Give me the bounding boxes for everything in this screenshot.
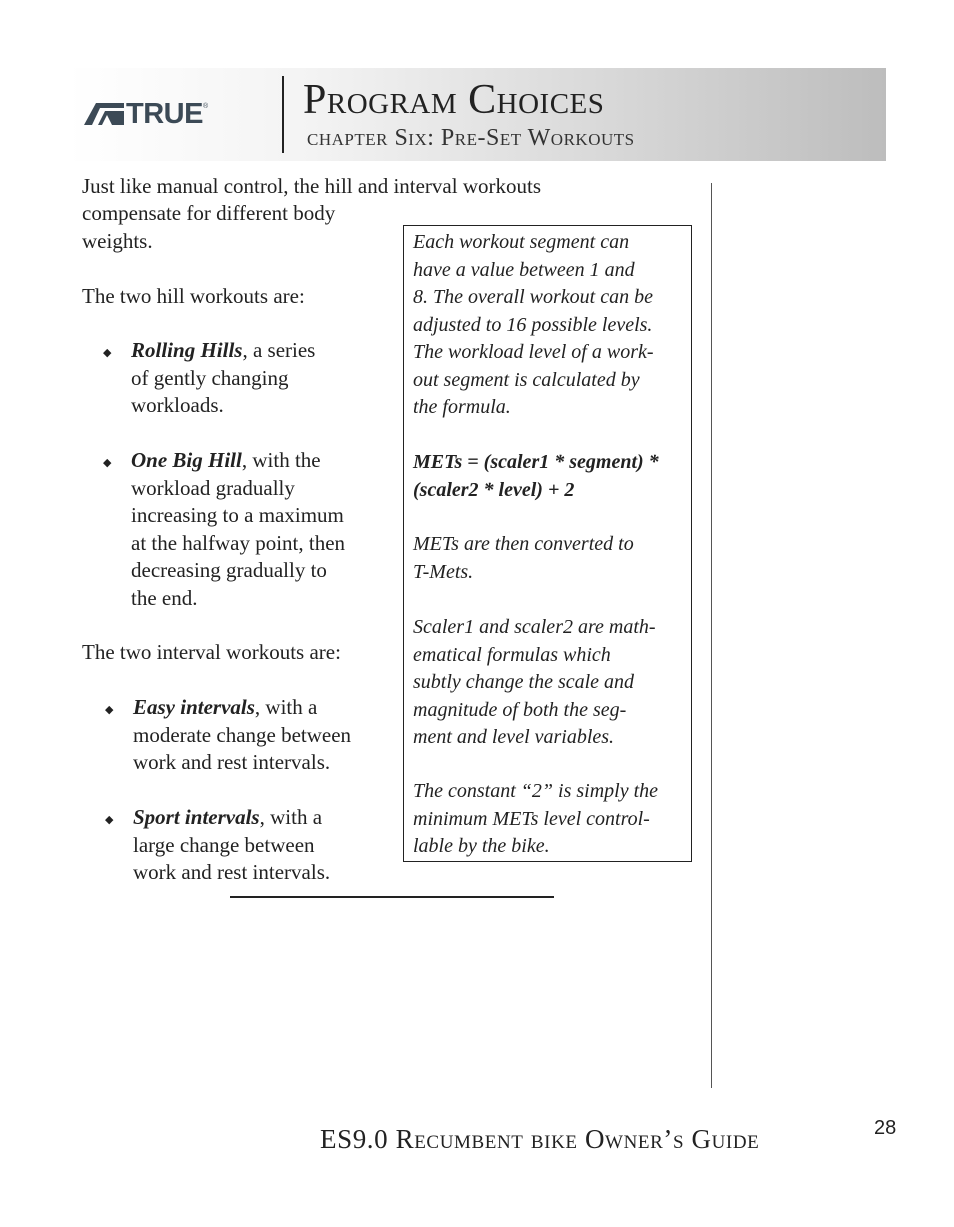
sidebar-paragraph-1: Each workout segment can have a value between 1 and 8. The overall workout can be adjusted to 16 possible levels. The workload level of a work- out segment is calculated by the formula. [413,231,654,418]
sidebar-paragraph-2: METs are then converted to T-Mets. [413,533,634,583]
logo-text: TRUE [126,98,203,130]
page-title: Program Choices [303,77,605,123]
diamond-bullet-icon: ◆ [103,456,112,469]
diamond-bullet-icon: ◆ [103,346,112,359]
workout-name: One Big Hill [131,448,242,472]
workout-name: Rolling Hills [131,338,243,362]
list-item-line: the end. [131,585,198,610]
sidebar-paragraph-4: The constant “2” is simply the minimum METs level control- lable by the bike. [413,780,659,857]
list-item-line: workloads. [131,393,224,417]
intro-line-3: weights. [82,229,153,253]
header-divider [282,76,284,153]
list-item-line: work and rest intervals. [133,750,331,774]
page-number: 28 [874,1117,897,1139]
list-item-line: moderate change between [133,722,352,747]
list-item-line: work and rest intervals. [133,860,331,884]
list-item-line: large change between [133,832,315,857]
list-item-line: increasing to a maximum [131,503,344,527]
intro-line-1: Just like manual control, the hill and interval workouts [82,174,541,198]
section-end-rule [230,896,554,898]
intro-line-2: compensate for different body [82,201,336,225]
list-item-line: Sport intervals, with a [133,805,323,829]
footer-guide-title: ES9.0 Recumbent bike Owner’s Guide [320,1124,760,1154]
workout-name: Easy intervals [133,695,255,719]
sidebar-paragraph-3: Scaler1 and scaler2 are math- ematical formulas which subtly change the scale and magnitude of both the seg- ment and level variables. [413,616,656,748]
list-item-line: decreasing gradually to [131,558,327,582]
list-item-line: Easy intervals, with a [133,695,318,719]
list-item-line: One Big Hill, with the [131,448,321,472]
true-logo-icon [84,103,124,125]
list-item-line: workload gradually [131,475,295,500]
hills-heading: The two hill workouts are: [82,284,305,308]
chapter-subtitle: chapter Six: Pre-Set Workouts [307,125,635,151]
list-item-line: Rolling Hills, a series [131,338,316,362]
intervals-heading: The two interval workouts are: [82,640,341,664]
margin-vertical-rule [711,183,712,1088]
workout-name: Sport intervals [133,805,260,829]
diamond-bullet-icon: ◆ [105,703,114,716]
list-item-line: at the halfway point, then [131,530,346,555]
diamond-bullet-icon: ◆ [105,813,114,826]
true-logo [84,98,209,130]
mets-formula: METs = (scaler1 * segment) * (scaler2 * level) + 2 [413,451,659,501]
logo-registered-mark: ® [202,103,209,110]
list-item-line: of gently changing [131,365,289,390]
